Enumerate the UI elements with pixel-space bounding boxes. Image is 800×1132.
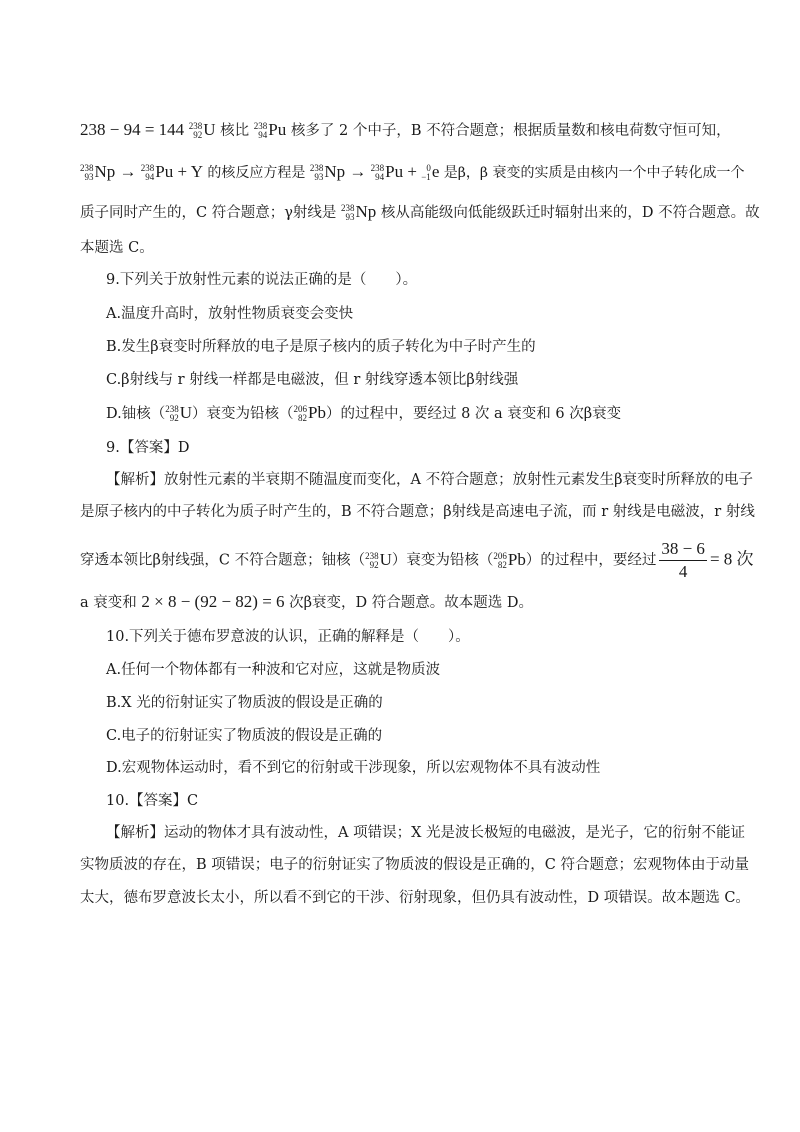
text-segment: 核比 <box>215 123 254 139</box>
alpha-count-fraction: $\frac{38 - 6}{4}$ <box>661 539 705 581</box>
plutonium-nuclide: 238 94 Pu <box>253 120 287 140</box>
neptunium-nuclide: 238 93 Np <box>340 202 377 222</box>
explanation-9-line-4: a 衰变和 2 × 8 − (92 − 82) = 6 次β衰变，D 符合题意。故本题选 D。 <box>80 592 534 611</box>
uranium-nuclide: 238 92 U <box>188 120 216 140</box>
explanation-9-line-1: 【解析】放射性元素的半衰期不随温度而变化，A 不符合题意；放射性元素发生β衰变时所释放的电子 <box>106 472 753 488</box>
explanation-10-line-1: 【解析】运动的物体才具有波动性，A 项错误；X 光是波长极短的电磁波，是光子，它的衍射不能证 <box>106 825 746 841</box>
question-10-option-d: D.宏观物体运动时，看不到它的衍射或干涉现象，所以宏观物体不具有波动性 <box>106 760 601 776</box>
neptunium-nuclide: 238 93 Np <box>309 162 346 182</box>
beta-count-expression: 2 × 8 − (92 − 82) = 6 <box>141 592 285 611</box>
text-segment: 质子同时产生的，C 符合题意；γ射线是 <box>80 205 341 221</box>
question-9: 9.下列关于放射性元素的说法正确的是（ ）。 <box>106 272 418 288</box>
uranium-nuclide: 238 92 U <box>165 403 192 423</box>
electron-symbol: 0 −1 e <box>421 162 440 182</box>
lead-nuclide: 206 82 Pb <box>293 403 326 423</box>
question-9-option-b: B.发生β衰变时所释放的电子是原子核内的质子转化为中子时产生的 <box>106 339 536 355</box>
question-10-option-b: B.X 光的衍射证实了物质波的假设是正确的 <box>106 695 383 711</box>
plutonium-nuclide: 238 94 Pu <box>370 162 404 182</box>
solution-line-1 <box>80 120 731 141</box>
explanation-10-line-3: 太大，德布罗意波长太小，所以看不到它的干涉、衍射现象，但仍具有波动性，D 项错误。故本题选 C。 <box>80 890 750 906</box>
explanation-9-line-2: 是原子核内的中子转化为质子时产生的，B 不符合题意；β射线是高速电子流，而 r 射线是电磁波，r 射线 <box>80 504 755 520</box>
text-segment: 核从高能级向低能级跃迁时辐射出来的，D 不符合题意。故 <box>376 205 760 221</box>
answer-10: 10.【答案】C <box>106 793 199 809</box>
text-segment: 的核反应方程是 <box>202 165 310 181</box>
uranium-nuclide: 238 92 U <box>365 549 392 570</box>
question-10-option-c: C.电子的衍射证实了物质波的假设是正确的 <box>106 728 383 744</box>
solution-line-4: 本题选 C。 <box>80 240 154 256</box>
question-10-option-a: A.任何一个物体都有一种波和它对应，这就是物质波 <box>106 662 441 678</box>
text-segment: 是β，β 衰变的实质是由核内一个中子转化成一个 <box>439 165 745 181</box>
question-9-option-c: C.β射线与 r 射线一样都是电磁波，但 r 射线穿透本领比β射线强 <box>106 372 519 388</box>
lead-nuclide: 206 82 Pb <box>493 549 526 570</box>
question-9-option-a: A.温度升高时，放射性物质衰变会变快 <box>106 306 354 322</box>
answer-9: 9.【答案】D <box>106 440 190 456</box>
explanation-9-line-3: 穿透本领比β射线强，C 不符合题意；铀核（ 238 92 U）衰变为铅核（ 206 82 Pb）的过程中，要经过 $\frac{38 - 6}{4}$ = 8 次 <box>80 539 754 581</box>
solution-line-3 <box>80 202 760 223</box>
plutonium-nuclide: 238 94 Pu <box>140 162 174 182</box>
question-10: 10.下列关于德布罗意波的认识，正确的解释是（ ）。 <box>106 629 470 645</box>
text-segment: 核多了 2 个中子，B 不符合题意；根据质量数和核电荷数守恒可知， <box>286 123 731 139</box>
neptunium-nuclide: 238 93 Np <box>80 162 116 182</box>
mass-difference-expression: 238 − 94 = 144 <box>80 120 185 139</box>
solution-line-2: 238 93 Np → 238 94 Pu + Y 的核反应方程是 238 93 Np → 238 94 Pu + 0 −1 e 是β，β 衰变的实质是由核内一个中子转化成一个 <box>80 162 745 182</box>
explanation-10-line-2: 实物质波的存在，B 项错误；电子的衍射证实了物质波的假设是正确的，C 符合题意；宏观物体由于动量 <box>80 857 749 873</box>
question-9-option-d: D.铀核（ 238 92 U）衰变为铅核（ 206 82 Pb）的过程中，要经过 8 次 a 衰变和 6 次β衰变 <box>106 403 622 423</box>
